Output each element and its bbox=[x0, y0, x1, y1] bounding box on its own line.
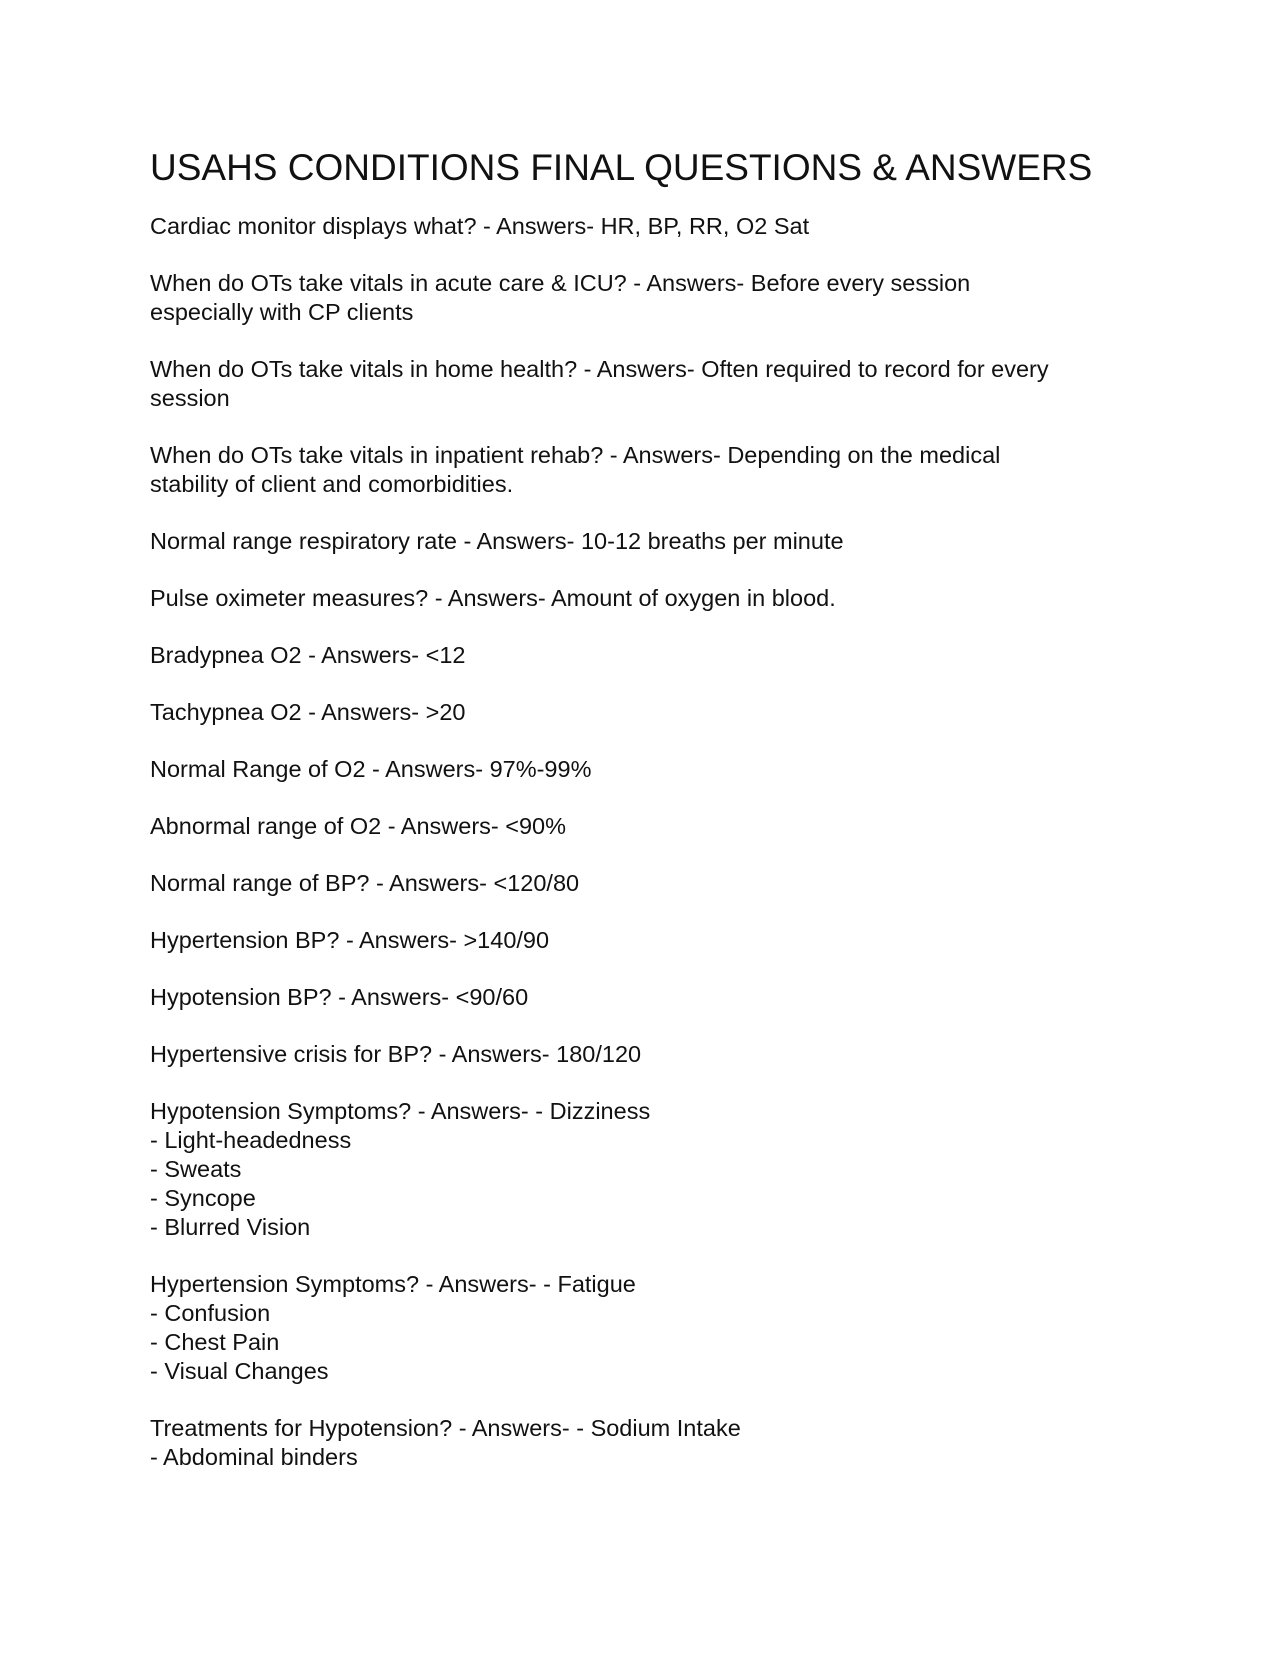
qa-item bbox=[150, 527, 1140, 556]
qa-item bbox=[150, 812, 1140, 841]
qa-line: Tachypnea O2 - Answers- >20 bbox=[150, 699, 466, 726]
qa-item bbox=[150, 1040, 1140, 1069]
qa-item bbox=[150, 983, 1140, 1012]
qa-line: - Visual Changes bbox=[150, 1358, 329, 1385]
qa-item bbox=[150, 441, 1140, 499]
qa-line: - Light-headedness bbox=[150, 1127, 352, 1154]
qa-line: - Syncope bbox=[150, 1185, 256, 1212]
qa-item bbox=[150, 269, 1140, 327]
qa-line: Hypertension BP? - Answers- >140/90 bbox=[150, 927, 550, 954]
document-page bbox=[150, 146, 1140, 1500]
qa-item bbox=[150, 212, 1140, 241]
qa-line: - Sweats bbox=[150, 1156, 242, 1183]
qa-line: When do OTs take vitals in inpatient rehab? - Answers- Depending on the medical bbox=[150, 442, 1001, 469]
qa-line: When do OTs take vitals in acute care & ICU? - Answers- Before every session bbox=[150, 270, 971, 297]
qa-line: - Abdominal binders bbox=[150, 1444, 358, 1471]
qa-line: Hypertension Symptoms? - Answers- - Fatigue bbox=[150, 1271, 636, 1298]
qa-line: Normal range respiratory rate - Answers- 10-12 breaths per minute bbox=[150, 528, 844, 555]
qa-line: stability of client and comorbidities. bbox=[150, 471, 514, 498]
qa-line: especially with CP clients bbox=[150, 299, 414, 326]
qa-item bbox=[150, 584, 1140, 613]
qa-item bbox=[150, 869, 1140, 898]
qa-list bbox=[150, 212, 1140, 1472]
qa-item bbox=[150, 1097, 1140, 1242]
qa-line: Hypotension BP? - Answers- <90/60 bbox=[150, 984, 529, 1011]
qa-line: Hypotension Symptoms? - Answers- - Dizziness bbox=[150, 1098, 651, 1125]
qa-line: Bradypnea O2 - Answers- <12 bbox=[150, 642, 466, 669]
qa-line: Normal range of BP? - Answers- <120/80 bbox=[150, 870, 580, 897]
qa-item bbox=[150, 355, 1140, 413]
qa-line: Pulse oximeter measures? - Answers- Amount of oxygen in blood. bbox=[150, 585, 836, 612]
qa-line: Treatments for Hypotension? - Answers- - Sodium Intake bbox=[150, 1415, 741, 1442]
qa-item bbox=[150, 698, 1140, 727]
qa-line: session bbox=[150, 385, 230, 412]
document-title: USAHS CONDITIONS FINAL QUESTIONS & ANSWERS bbox=[150, 147, 1093, 188]
qa-item bbox=[150, 1414, 1140, 1472]
qa-item bbox=[150, 926, 1140, 955]
qa-line: - Chest Pain bbox=[150, 1329, 280, 1356]
qa-item bbox=[150, 755, 1140, 784]
qa-line: Abnormal range of O2 - Answers- <90% bbox=[150, 813, 567, 840]
qa-item bbox=[150, 1270, 1140, 1386]
qa-line: Cardiac monitor displays what? - Answers- HR, BP, RR, O2 Sat bbox=[150, 213, 810, 240]
qa-line: - Blurred Vision bbox=[150, 1214, 311, 1241]
qa-item bbox=[150, 641, 1140, 670]
qa-line: - Confusion bbox=[150, 1300, 271, 1327]
qa-line: When do OTs take vitals in home health? - Answers- Often required to record for every bbox=[150, 356, 1049, 383]
qa-line: Hypertensive crisis for BP? - Answers- 180/120 bbox=[150, 1041, 642, 1068]
qa-line: Normal Range of O2 - Answers- 97%-99% bbox=[150, 756, 592, 783]
